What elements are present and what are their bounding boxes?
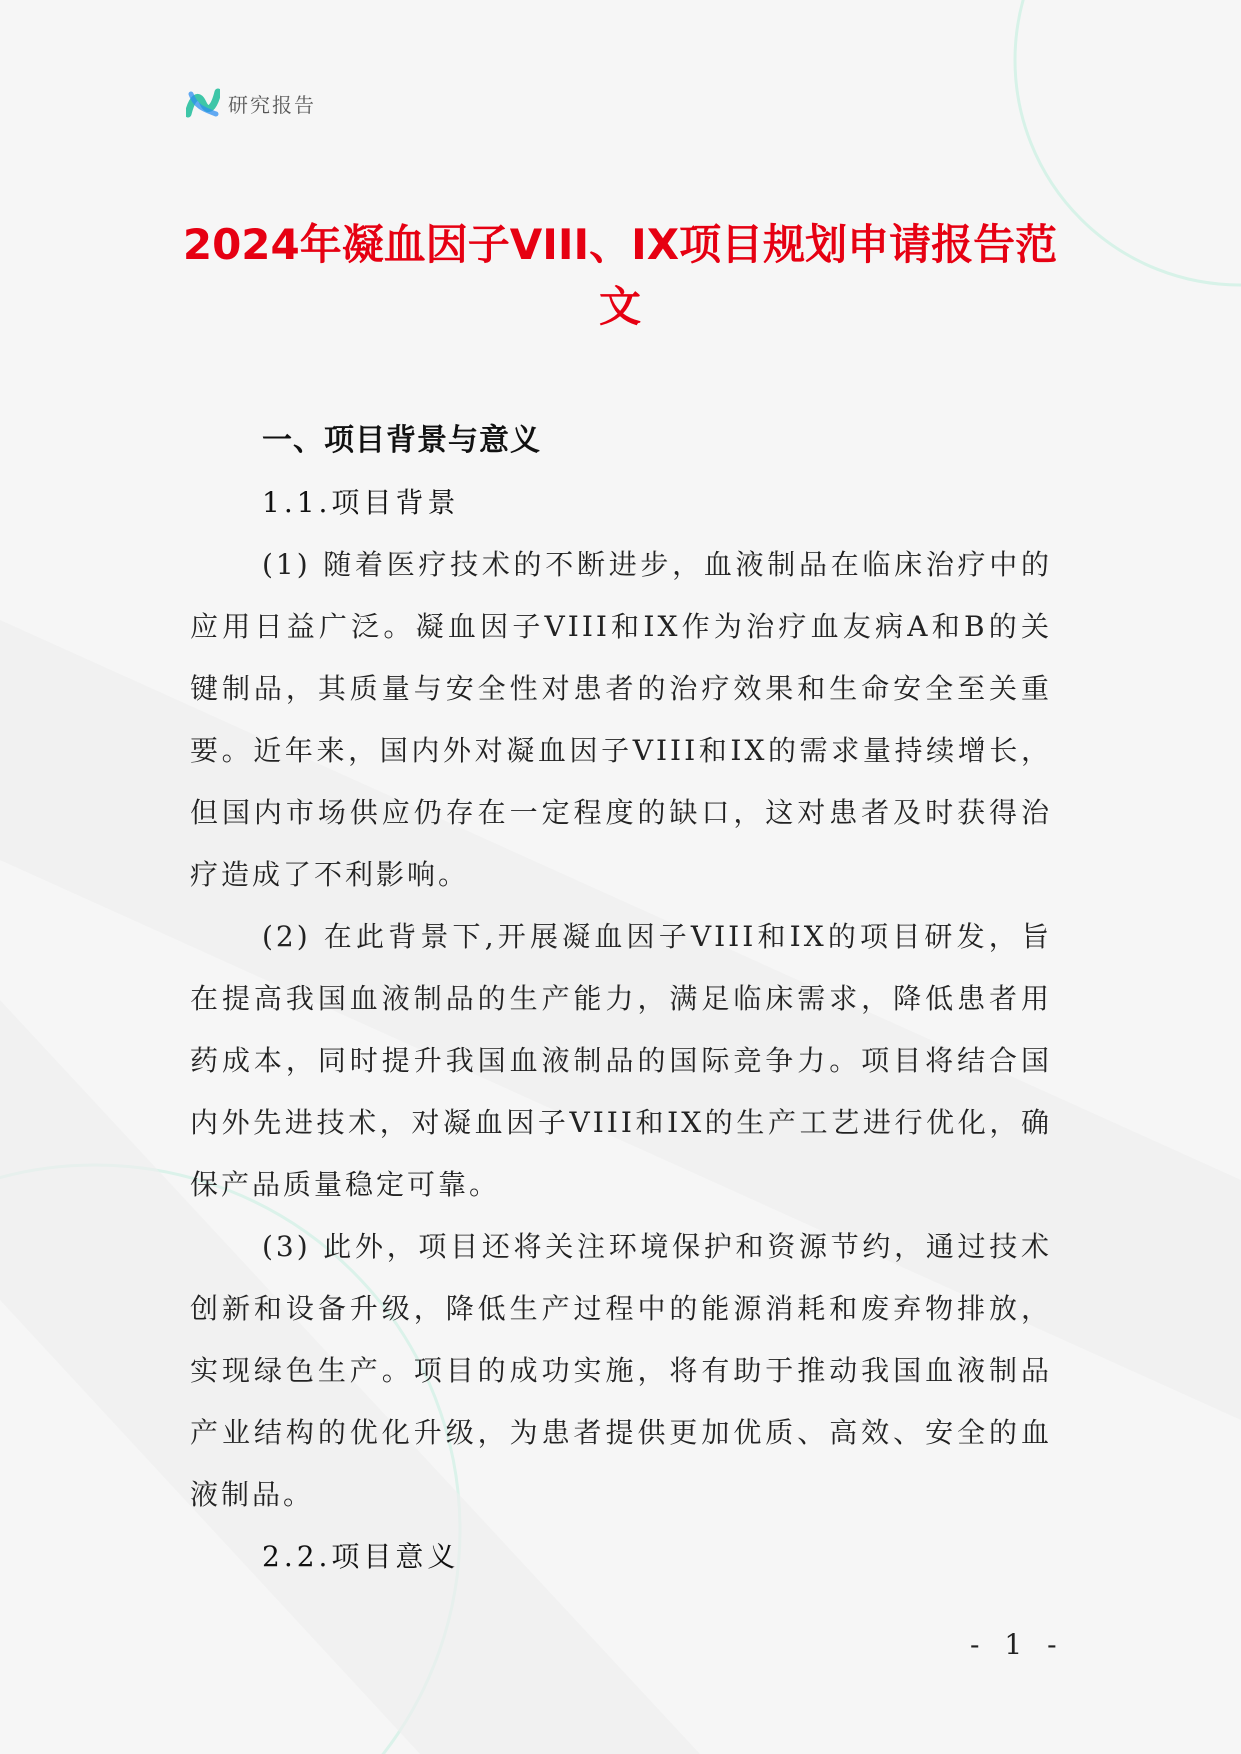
body-paragraph: (3) 此外，项目还将关注环境保护和资源节约，通过技术创新和设备升级，降低生产过程中的能源消耗和废弃物排放，实现绿色生产。项目的成功实施，将有助于推动我国血液制品产业结构的优化升级，为患者提供更加优质、高效、安全的血液制品。 <box>190 1230 1052 1511</box>
report-header <box>186 88 316 118</box>
document-title: 2024年凝血因子VIII、IX项目规划申请报告范文 <box>182 220 1058 331</box>
subsection-heading: 1.1.项目背景 <box>262 486 460 519</box>
section-heading: 一、项目背景与意义 <box>262 423 541 458</box>
brand-logo-icon <box>186 88 220 118</box>
body-paragraph: (1) 随着医疗技术的不断进步，血液制品在临床治疗中的应用日益广泛。凝血因子VIII和IX作为治疗血友病A和B的关键制品，其质量与安全性对患者的治疗效果和生命安全至关重要。近年来，国内外对凝血因子VIII和IX的需求量持续增长，但国内市场供应仍存在一定程度的缺口，这对患者及时获得治疗造成了不利影响。 <box>190 548 1052 891</box>
body-paragraph: (2) 在此背景下,开展凝血因子VIII和IX的项目研发，旨在提高我国血液制品的生产能力，满足临床需求，降低患者用药成本，同时提升我国血液制品的国际竞争力。项目将结合国内外先进技术，对凝血因子VIII和IX的生产工艺进行优化，确保产品质量稳定可靠。 <box>190 920 1052 1201</box>
subsection-heading: 2.2.项目意义 <box>262 1540 460 1573</box>
page-number: - 1 - <box>970 1628 1065 1661</box>
document-body <box>190 410 1052 1588</box>
header-label: 研究报告 <box>228 92 316 117</box>
